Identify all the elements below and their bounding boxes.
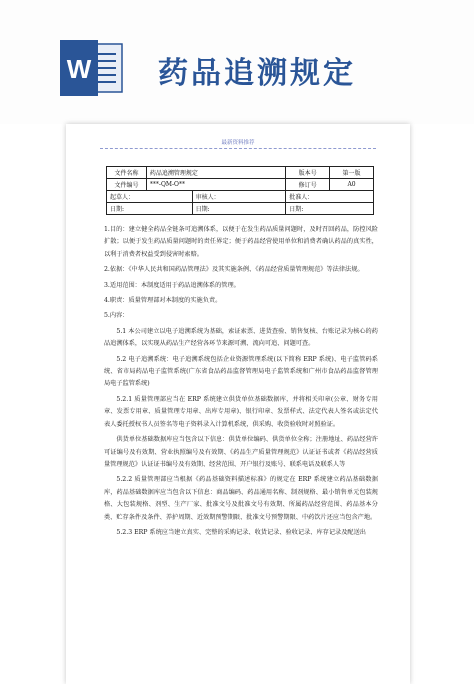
paragraph-5-2-2: 5.2.2 质量管理部应当根据《药品基础资料描述标准》的规定在 ERP 系统建立药品基础数据库，药品基础数据库应当包含以下信息：商品编码、药品通用名称、制剂规格、最小销售单元包装规格、大包装规格、剂型、生产厂家、批准文号及批准文号有效期、所属药品经营范围、药品基本分类、贮存条件及条件、养护周期、近效期预警期限、批准文号预警期限、中药饮片还应当包含产地。	[104, 476, 378, 521]
paragraph-supplier-database: 供货单位基础数据库应当包含以下信息：供货单位编码、供货单位全称；注册地址、药品经营许可证编号及有效期、营业执照编号及有效期、《药品生产质量管理规范》认证证书或者《药品经营质量管理规范》认证证书编号及有效期、经营范围、开户银行及账号、联系电话及联系人等	[104, 436, 378, 468]
title-banner	[0, 0, 474, 124]
table-row	[107, 191, 374, 203]
approver-label: 批准人：	[286, 191, 374, 203]
date-label: 日期:	[107, 203, 193, 215]
drafter-label: 起草人：	[107, 191, 193, 203]
paragraph-5-2: 5.2 电子追溯系统：电子追溯系统包括企业资源管理系统(以下简称 ERP 系统)、电子监管码系统、省市局药品电子监管系统(广东省食品药品监督管理局电子监管系统和广州市食品药品监督管理局电子监管系统)	[104, 355, 378, 388]
paragraph-duty: 4.职责：质量管理部对本制度的实施负责。	[104, 297, 222, 305]
paragraph-5-2-1: 5.2.1 质量管理部应当在 ERP 系统建立供货单位基础数据库，并将相关印章(公章、财务专用章、发票专用章、质量管理专用章、出库专用章)、银行印章、发票样式、法定代表人签名或法定代表人委托授权书人员签名等电子资料录入计算机系统，供采购、收货验收时对照验证。	[104, 395, 378, 428]
table-row	[107, 167, 374, 179]
word-document-icon	[58, 38, 124, 98]
top-note: 最新资料推荐	[100, 138, 376, 149]
version-label: 版本号	[286, 167, 330, 179]
revision-label: 修订号	[286, 179, 330, 191]
revision-value: A0	[330, 179, 374, 191]
table-row	[107, 203, 374, 215]
document-body	[104, 224, 378, 542]
page-title: 药品追溯规定	[158, 56, 356, 91]
file-name-label: 文件名称	[107, 167, 147, 179]
date-label: 日期:	[192, 203, 286, 215]
file-no-label: 文件编号	[107, 179, 147, 191]
paragraph-scope: 3.适用范围：本制度适用于药品追溯体系的管理。	[104, 281, 240, 289]
paragraph-basis: 2.依据：《中华人民共和国药品管理法》及其实施条例、《药品经营质量管理规范》等法律法规。	[104, 266, 364, 274]
word-logo-letter: W	[66, 54, 92, 84]
version-value: 第一版	[330, 167, 374, 179]
file-no-value: ***-QM-O**	[146, 179, 285, 191]
file-name-value: 药品追溯管理规定	[146, 167, 285, 179]
paragraph-purpose: 1.目的：建立健全药品全链条可追溯体系，以便于在发生药品质量问题时，及时召回药品，防控风险扩散；以便于发生药品质量问题时的责任界定；便于药品经营使用单位和消费者确认药品的真实性，以利于消费者权益受到侵害时索赔。	[104, 226, 378, 258]
paragraph-5-1: 5.1 本公司建立以电子追溯系统为基础，索证索票、进货查验、销售复核、台账记录为核心的药品追溯体系，以实现从药品生产经营各环节来源可溯、流向可追、问题可查。	[104, 327, 378, 348]
table-row	[107, 179, 374, 191]
document-info-table	[106, 166, 374, 215]
reviewer-label: 审核人：	[192, 191, 286, 203]
date-label: 日期:	[286, 203, 374, 215]
paragraph-5-2-3: 5.2.3 ERP 系统应当建立真实、完整的采购记录、收货记录、验收记录、库存记录及配送出	[116, 528, 366, 536]
document-page	[66, 124, 410, 684]
paragraph-content-heading: 5.内容：	[104, 312, 129, 320]
